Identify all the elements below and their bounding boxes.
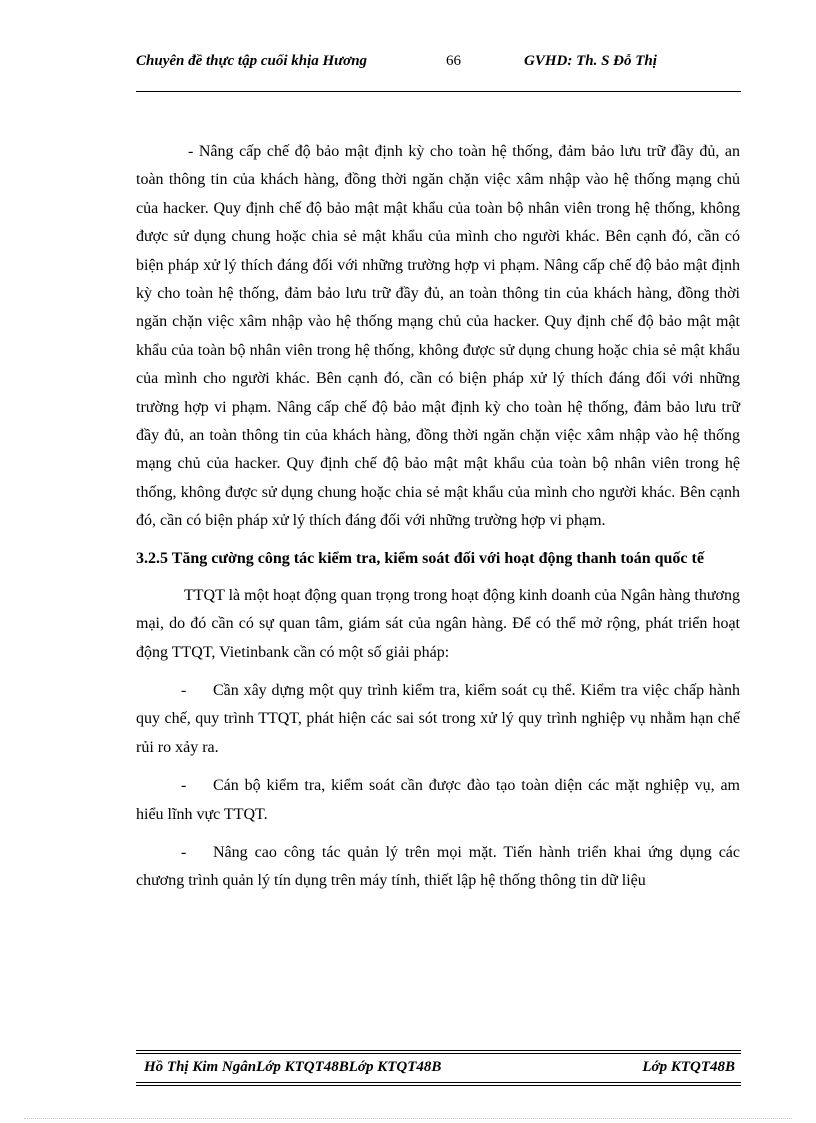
header-supervisor: GVHD: Th. S Đỗ Thị	[524, 53, 657, 69]
page-edge-line	[24, 1118, 792, 1119]
bullet-dash: -	[181, 777, 187, 795]
paragraph-intro: TTQT là một hoạt động quan trọng trong hoạt động kinh doanh của Ngân hàng thương mại, do đó cần có sự quan tâm, giám sát của ngân hàng. Để có thể mở rộng, phát triển hoạt động TTQT, Vietinbank cần có một số giải pháp:	[136, 586, 740, 661]
header-title: Chuyên đề thực tập cuối khịa Hương	[136, 53, 368, 69]
page-body	[136, 138, 740, 896]
paragraph-security: - Nâng cấp chế độ bảo mật định kỳ cho toàn hệ thống, đảm bảo lưu trữ đầy đủ, an toàn thông tin của khách hàng, đồng thời ngăn chặn việc xâm nhập vào hệ thống mạng chủ của hacker. Quy định chế độ bảo mật mật khẩu của toàn bộ nhân viên trong hệ thống, không được sử dụng chung hoặc chia sẻ mật khẩu của mình cho người khác. Bên cạnh đó, cần có biện pháp xử lý thích đáng đối với những trường hợp vi phạm. Nâng cấp chế độ bảo mật định kỳ cho toàn hệ thống, đảm bảo lưu trữ đầy đủ, an toàn thông tin của khách hàng, đồng thời ngăn chặn việc xâm nhập vào hệ thống mạng chủ của hacker. Quy định chế độ bảo mật mật khẩu của toàn bộ nhân viên trong hệ thống, không được sử dụng chung hoặc chia sẻ mật khẩu của mình cho người khác. Bên cạnh đó, cần có biện pháp xử lý thích đáng đối với những trường hợp vi phạm. Nâng cấp chế độ bảo mật định kỳ cho toàn hệ thống, đảm bảo lưu trữ đầy đủ, an toàn thông tin của khách hàng, đồng thời ngăn chặn việc xâm nhập vào hệ thống mạng chủ của hacker. Quy định chế độ bảo mật mật khẩu của toàn bộ nhân viên trong hệ thống, không được sử dụng chung hoặc chia sẻ mật khẩu của mình cho người khác. Bên cạnh đó, cần có biện pháp xử lý thích đáng đối với những trường hợp vi phạm.	[136, 143, 740, 530]
page-number: 66	[446, 53, 461, 69]
bullet-item-1	[136, 677, 740, 762]
footer-author: Hồ Thị Kim NgânLớp KTQT48BLớp KTQT48B	[144, 1059, 442, 1075]
bullet-dash: -	[181, 843, 187, 861]
header-rule	[136, 91, 741, 92]
footer-rule	[136, 1085, 741, 1086]
bullet-dash: -	[181, 681, 187, 699]
bullet-item-2	[136, 772, 740, 829]
footer-rule	[136, 1082, 741, 1083]
bullet-text: Cán bộ kiểm tra, kiểm soát cần được đào tạo toàn diện các mặt nghiệp vụ, am hiểu lĩnh vực TTQT.	[136, 777, 740, 823]
bullet-text: Nâng cao công tác quản lý trên mọi mặt. Tiến hành triển khai ứng dụng các chương trình quản lý tín dụng trên máy tính, thiết lập hệ thống thông tin dữ liệu	[136, 843, 740, 890]
footer-rule	[136, 1050, 741, 1051]
page-footer	[136, 1050, 741, 1090]
footer-class: Lớp KTQT48B	[642, 1059, 735, 1075]
section-heading: 3.2.5 Tăng cường công tác kiểm tra, kiểm soát đối với hoạt động thanh toán quốc tế	[136, 549, 704, 567]
page-header	[136, 46, 741, 94]
bullet-item-3	[136, 839, 740, 896]
bullet-text: Cần xây dựng một quy trình kiểm tra, kiểm soát cụ thể. Kiểm tra việc chấp hành quy chế, quy trình TTQT, phát hiện các sai sót trong xử lý quy trình nghiệp vụ nhằm hạn chế rủi ro xảy ra.	[136, 681, 740, 756]
footer-rule	[136, 1053, 741, 1054]
